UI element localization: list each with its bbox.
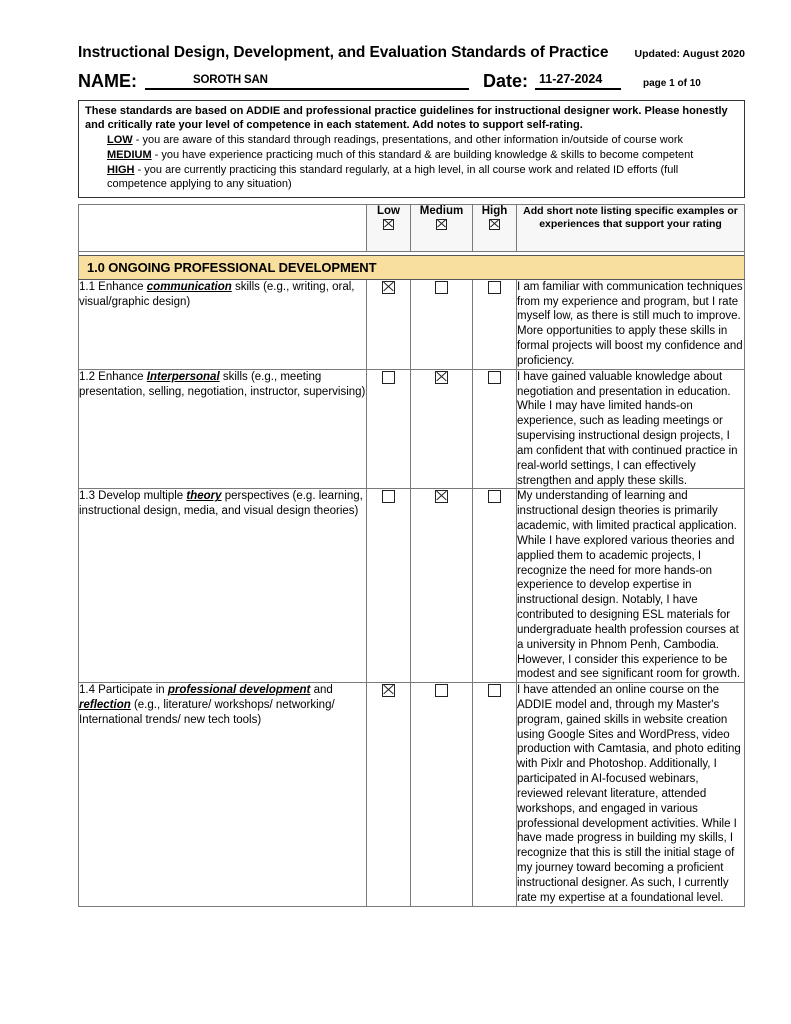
- checkbox-icon: [488, 684, 501, 697]
- statement-emphasis-1-3: theory: [186, 490, 222, 503]
- name-label: NAME:: [78, 71, 137, 91]
- level-text-low: - you are aware of this standard through readings, presentations, and other information in/outside of course work: [132, 133, 683, 146]
- note-cell-1-4[interactable]: I have attended an online course on the ADDIE model and, through my Master's program, gained skills in website creation using Google Sites and WordPress, video production with Camtasia, and photo editing with Pixlr and Photoshop. Additionally, I participated in AI-focused webinars, reviewed relevant literature, attended workshops, and engaged in various professional development activities. While I have made progress in building my skills, I recognize that this is still the initial stage of my journey toward becoming a proficient instructional designer. As such, I currently rate my expertise at a foundational level.: [517, 683, 745, 906]
- table-row: [79, 369, 745, 489]
- document-header: [0, 0, 791, 90]
- level-text-medium: - you have experience practicing much of this standard & are building knowledge & skills to become competent: [151, 148, 694, 161]
- checkbox-medium-1-4[interactable]: [411, 683, 473, 906]
- standards-table: [78, 204, 745, 907]
- checkbox-icon: [488, 281, 501, 294]
- checkbox-icon: [382, 684, 395, 697]
- checkbox-low-1-4[interactable]: [367, 683, 411, 906]
- level-name-medium: MEDIUM: [107, 148, 152, 161]
- statement-emphasis-1-1: communication: [146, 280, 232, 293]
- statement-post-1-3: perspectives (e.g. learning, instructional design, media, and visual design theories): [79, 490, 363, 518]
- statement-emphasis2-1-4: reflection: [79, 699, 131, 712]
- note-cell-1-2[interactable]: I have gained valuable knowledge about negotiation and presentation in education. While I may have limited hands-on experience, such as leading meetings or supervising instructional design projects, I am confident that with continued practice in real-world settings, I can effectively strengthen and apply these skills.: [517, 369, 745, 489]
- checkbox-high-1-1[interactable]: [473, 279, 517, 369]
- column-header-note: Add short note listing specific examples or experiences that support your rating: [517, 204, 745, 251]
- header-statement-cell: [79, 204, 367, 251]
- page-title: Instructional Design, Development, and Evaluation Standards of Practice: [78, 44, 609, 61]
- name-date-row: [78, 68, 745, 90]
- checkbox-icon: [488, 490, 501, 503]
- table-row: [79, 279, 745, 369]
- statement-pre-1-3: 1.3 Develop multiple: [79, 490, 187, 503]
- updated-label: Updated: August 2020: [634, 48, 745, 60]
- level-definition-high: [107, 164, 738, 192]
- level-name-high: HIGH: [107, 163, 135, 176]
- table-header-row: [79, 204, 745, 251]
- statement-pre-1-4: 1.4 Participate in: [79, 684, 168, 697]
- statement-emphasis-1-2: Interpersonal: [146, 370, 220, 383]
- instructions-lead-text: These standards are based on ADDIE and professional practice guidelines for instructional designer work. Please honestly and critically rate your level of competence in each statement. Add notes to support self-rating.: [85, 105, 728, 131]
- checkbox-high-1-2[interactable]: [473, 369, 517, 489]
- checkbox-high-1-3[interactable]: [473, 489, 517, 683]
- checkbox-icon: [488, 371, 501, 384]
- date-field[interactable]: [535, 68, 621, 90]
- statement-post-1-1: skills (e.g., writing, oral, visual/graphic design): [79, 280, 355, 308]
- column-header-medium-label: Medium: [419, 204, 464, 217]
- column-header-high-label: High: [481, 204, 508, 217]
- statement-post-1-2: skills (e.g., meeting presentation, selling, negotiation, instructor, supervising): [79, 370, 366, 398]
- name-field[interactable]: [145, 68, 469, 90]
- checkbox-medium-1-1[interactable]: [411, 279, 473, 369]
- column-header-medium: [411, 204, 473, 251]
- statement-emphasis-1-4: professional development: [167, 684, 311, 697]
- statement-cell-1-1: [79, 279, 367, 369]
- checkbox-medium-1-2[interactable]: [411, 369, 473, 489]
- checkbox-icon-high-header: [473, 219, 516, 230]
- checkbox-low-1-2[interactable]: [367, 369, 411, 489]
- checkbox-icon: [435, 281, 448, 294]
- note-cell-1-1[interactable]: I am familiar with communication techniques from my experience and program, but I rate myself low, as there is still much to improve. More opportunities to apply these skills in formal projects will boost my confidence and proficiency.: [517, 279, 745, 369]
- statement-cell-1-3: [79, 489, 367, 683]
- title-row: [78, 44, 745, 62]
- checkbox-icon: [435, 371, 448, 384]
- checkbox-icon-medium-header: [411, 219, 472, 230]
- statement-pre-1-2: 1.2 Enhance: [79, 370, 147, 383]
- level-definition-medium: [107, 149, 738, 163]
- note-cell-1-3[interactable]: My understanding of learning and instructional design theories is primarily academic, with limited practical application. While I have explored various theories and applied them to academic projects, I recognize the need for more hands-on experience to develop expertise in instructional design. Notably, I have contributed to designing ESL materials for undergraduate health profession courses at a university in Phnom Penh, Cambodia. However, I consider this experience to be modest and see significant room for growth.: [517, 489, 745, 683]
- date-label: Date:: [483, 71, 529, 91]
- checkbox-high-1-4[interactable]: [473, 683, 517, 906]
- column-header-low-label: Low: [377, 204, 400, 217]
- checkbox-icon: [435, 490, 448, 503]
- instructions-lead: [85, 105, 738, 133]
- section-banner-label: 1.0 ONGOING PROFESSIONAL DEVELOPMENT: [79, 255, 745, 279]
- statement-cell-1-2: [79, 369, 367, 489]
- column-header-high: [473, 204, 517, 251]
- level-definition-low: [107, 134, 738, 148]
- statement-post-1-4: (e.g., literature/ workshops/ networking/ International trends/ new tech tools): [79, 699, 335, 727]
- checkbox-icon: [382, 371, 395, 384]
- checkbox-icon: [382, 490, 395, 503]
- date-value: 11-27-2024: [539, 72, 603, 86]
- statement-pre-1-1: 1.1 Enhance: [79, 280, 147, 293]
- checkbox-low-1-3[interactable]: [367, 489, 411, 683]
- section-banner-row: [79, 255, 745, 279]
- table-row: [79, 489, 745, 683]
- checkbox-low-1-1[interactable]: [367, 279, 411, 369]
- checkbox-icon: [435, 684, 448, 697]
- level-name-low: LOW: [107, 133, 133, 146]
- checkbox-icon: [382, 281, 395, 294]
- table-row: [79, 683, 745, 906]
- checkbox-icon-low-header: [367, 219, 410, 230]
- column-header-low: [367, 204, 411, 251]
- checkbox-medium-1-3[interactable]: [411, 489, 473, 683]
- level-text-high: - you are currently practicing this standard regularly, at a high level, in all course work and related ID efforts (full competence applying to any situation): [107, 163, 679, 190]
- instructions-box: [78, 100, 745, 198]
- statement-cell-1-4: [79, 683, 367, 906]
- statement-mid-1-4: and: [310, 684, 333, 697]
- page-number: page 1 of 10: [643, 78, 701, 89]
- name-value: SOROTH SAN: [193, 74, 268, 86]
